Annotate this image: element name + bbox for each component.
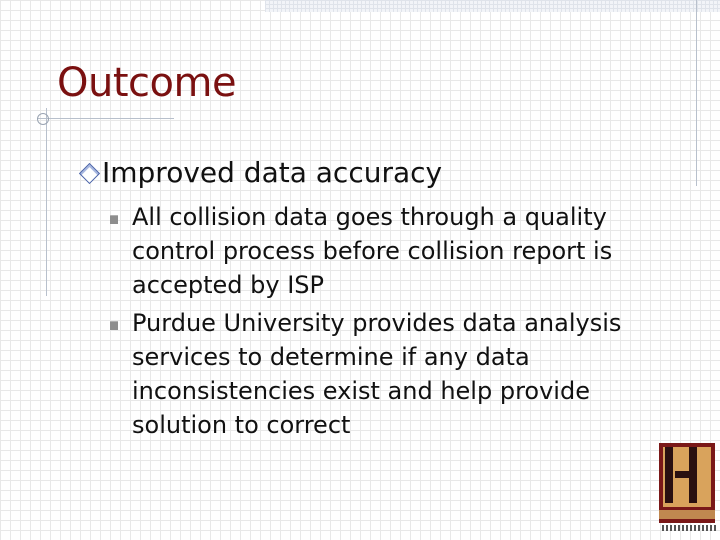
university-logo — [659, 443, 715, 523]
logo-band — [659, 510, 715, 519]
level2-bullet-item — [108, 200, 648, 302]
level2-bullet-item — [108, 306, 648, 442]
level2-bullet-text: Purdue University provides data analysis services to determine if any data inconsistencies exist and help provide solution to correct — [132, 309, 622, 439]
logo-letter-stroke — [665, 447, 673, 503]
logo-letter-stroke — [689, 447, 697, 503]
slide-title: Outcome — [57, 60, 237, 106]
square-bullet-icon — [110, 215, 118, 224]
top-decorative-band — [265, 0, 720, 12]
level2-bullet-list — [108, 200, 648, 446]
level1-bullet-text: Improved data accuracy — [102, 156, 443, 189]
square-bullet-icon — [110, 321, 118, 330]
left-vertical-rule — [46, 108, 47, 296]
logo-letter-stroke — [675, 471, 689, 478]
logo-caption-mark — [662, 525, 716, 531]
diamond-bullet-icon — [78, 162, 100, 184]
level2-bullet-text: All collision data goes through a quality control process before collision report is accepted by ISP — [132, 203, 613, 299]
rule-corner-circle — [37, 113, 49, 125]
title-underline-rule — [37, 118, 174, 119]
level1-bullet — [78, 156, 442, 189]
right-vertical-rule — [696, 0, 697, 186]
